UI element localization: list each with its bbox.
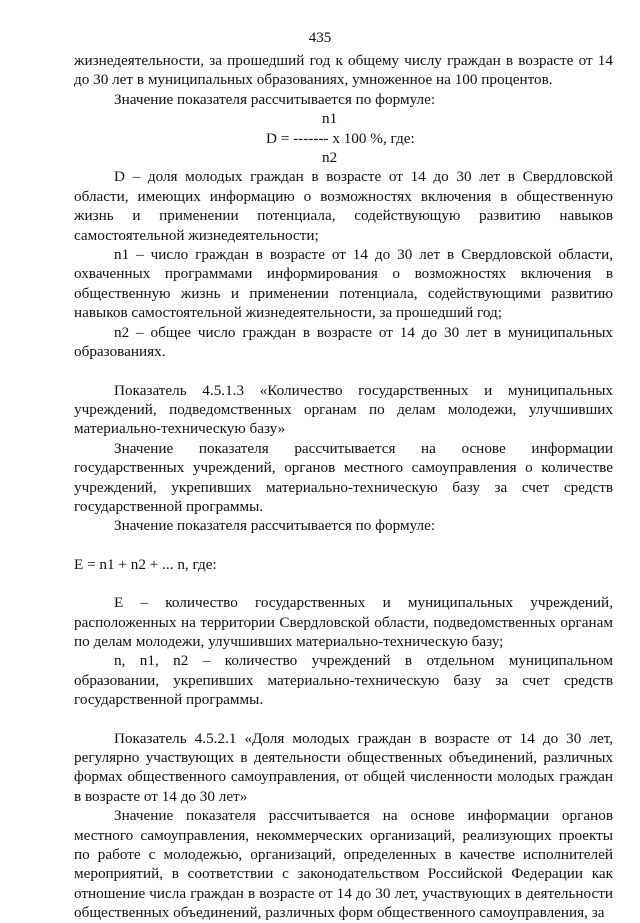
spacer xyxy=(74,362,613,381)
paragraph: D – доля молодых граждан в возрасте от 14 до 30 лет в Свердловской области, имеющих информацию о возможностях включения в общественную жизнь и применении потенциала, содействующую развитию навыков самостоятельной жизнедеятельности; xyxy=(74,168,613,244)
formula-e: E = n1 + n2 + ... n, где: xyxy=(74,555,217,573)
spacer xyxy=(74,536,613,555)
formula-numerator: n1 xyxy=(322,110,338,128)
paragraph: Значение показателя рассчитывается по формуле: xyxy=(114,90,436,108)
spacer xyxy=(74,574,613,593)
paragraph: n, n1, n2 – количество учреждений в отдельном муниципальном образовании, укрепивших материально-техническую базу за счет средств государственной программы. xyxy=(74,652,613,709)
paragraph: E – количество государственных и муниципальных учреждений, расположенных на территории Свердловской области, подведомственных органам по делам молодежи, улучшивших материально-техническую базу; xyxy=(74,594,613,650)
spacer xyxy=(74,710,613,729)
paragraph: Значение показателя рассчитывается на основе информации органов местного самоуправления, некоммерческих организаций, реализующих проекты по работе с молодежью, организаций, определенных в качестве исполнителей мероприятий, в соответствии с законодательством Российской Федерации как отношение числа граждан в возрасте от 14 до 30 лет, участвующих в деятельности общественных объединений, различных форм общественного самоуправления, за xyxy=(74,807,613,922)
formula-main: D = ------- х 100 %, где: xyxy=(266,129,415,147)
paragraph: Значение показателя рассчитывается по формуле: xyxy=(114,517,436,535)
paragraph: жизнедеятельности, за прошедший год к общему числу граждан в возрасте от 14 до 30 лет в муниципальных образованиях, умноженное на 100 процентов. xyxy=(74,52,613,89)
paragraph: n2 – общее число граждан в возрасте от 14 до 30 лет в муниципальных образованиях. xyxy=(74,323,613,361)
paragraph: Значение показателя рассчитывается на основе информации государственных учреждений, органов местного самоуправления о количестве учреждений, укрепивших материально-техническую базу за счет средств государственной программы. xyxy=(74,439,613,515)
page-number: 435 xyxy=(308,30,332,46)
paragraph: Показатель 4.5.1.3 «Количество государственных и муниципальных учреждений, подведомственных органам по делам молодежи, улучшивших материально-техническую базу» xyxy=(74,381,613,438)
document-body xyxy=(74,51,613,923)
paragraph: Показатель 4.5.2.1 «Доля молодых граждан в возрасте от 14 до 30 лет, регулярно участвующих в деятельности общественных объединений, различных формах общественного самоуправления, от общей численности молодых граждан в возрасте от 14 до 30 лет» xyxy=(74,729,613,805)
formula-d xyxy=(74,109,613,167)
formula-denominator: n2 xyxy=(322,149,338,167)
paragraph: n1 – число граждан в возрасте от 14 до 30 лет в Свердловской области, охваченных программами информирования о возможностях включения в общественную жизнь и применении потенциала, содействующими развитию навыков самостоятельной жизнедеятельности, за прошедший год; xyxy=(74,246,613,322)
